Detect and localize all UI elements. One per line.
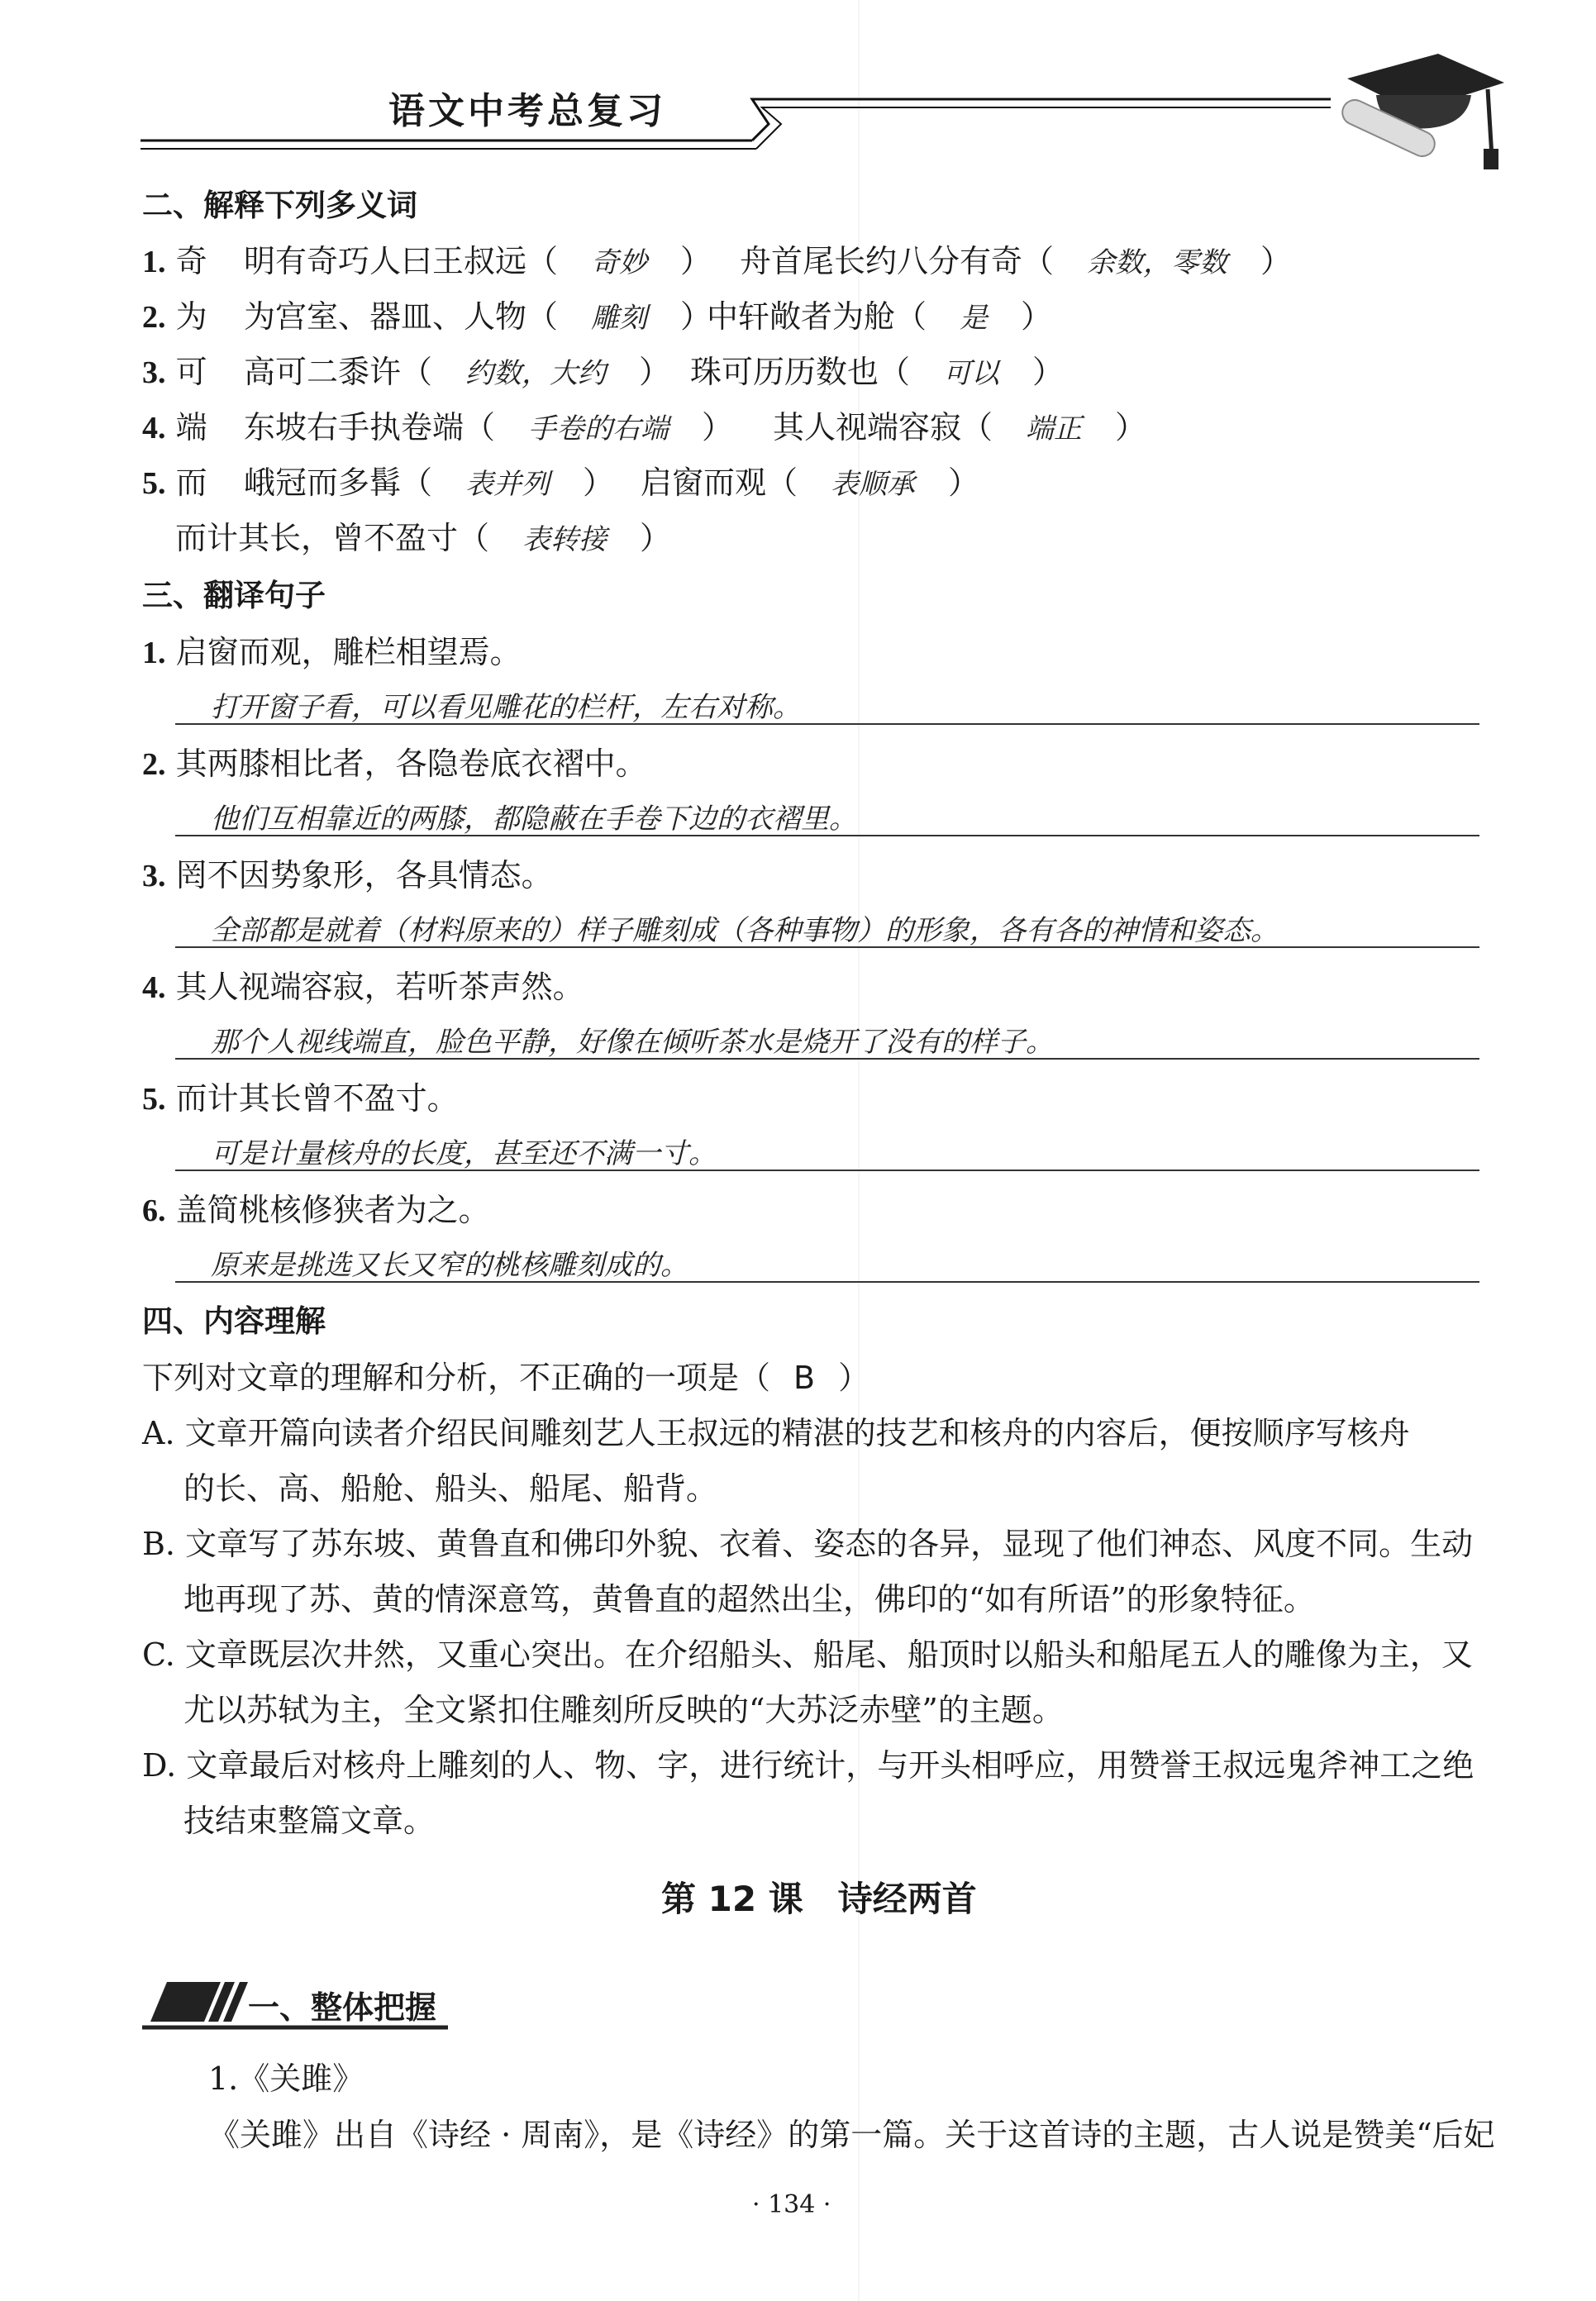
answer-underline [175, 1170, 1479, 1171]
answer-text: 手卷的右端 [528, 412, 669, 445]
close-paren: ） [680, 243, 712, 279]
question-text: 罔不因势象形，各具情态。 [175, 857, 553, 893]
question-text: 其两膝相比者，各隐卷底衣褶中。 [175, 746, 647, 782]
close-paren: ） [583, 464, 615, 501]
close-paren: ） [680, 298, 712, 335]
vocab-row-4 [142, 402, 207, 447]
example-text: 为宫室、器皿、人物（ [244, 298, 559, 335]
translation-answer-6: 原来是挑选又长又窄的桃核雕刻成的。 [211, 1249, 688, 1282]
vocab-word: 可 [175, 354, 207, 390]
selected-answer: B [793, 1360, 816, 1396]
question-text: 而计其长曾不盈寸。 [175, 1080, 459, 1117]
answer-text: 雕刻 [591, 302, 648, 335]
close-paren: ） [702, 409, 734, 445]
item-number: 2. [142, 747, 166, 782]
example-5b [641, 457, 979, 503]
example-text: 东坡右手执卷端（ [244, 409, 496, 445]
answer-text: 奇妙 [591, 246, 648, 279]
option-a-line2: 的长、高、船舱、船头、船尾、船背。 [183, 1470, 718, 1507]
example-text: 明有奇巧人曰王叔远（ [244, 243, 559, 279]
question-text: 启窗而观，雕栏相望焉。 [175, 634, 522, 670]
close-paren: ） [640, 520, 672, 556]
translation-answer-5: 可是计量核舟的长度，甚至还不满一寸。 [211, 1137, 717, 1170]
example-text: 珠可历历数也（ [690, 354, 911, 390]
answer-text: 是 [960, 302, 989, 335]
section2-title: 二、解释下列多义词 [142, 188, 417, 223]
item-number: 4. [142, 411, 166, 445]
translation-answer-2: 他们互相靠近的两膝，都隐蔽在手卷下边的衣褶里。 [211, 803, 857, 836]
header-title: 语文中考总复习 [388, 90, 666, 132]
page-fold [858, 0, 860, 2301]
close-paren: ） [1032, 354, 1065, 390]
answer-underline [175, 835, 1479, 836]
close-paren: ） [1021, 298, 1053, 335]
lesson-title: 第 12 课 诗经两首 [661, 1879, 977, 1919]
section-banner-title: 一、整体把握 [248, 1989, 437, 2026]
example-2b [707, 291, 1052, 336]
question-text: 下列对文章的理解和分析，不正确的一项是（ [142, 1360, 771, 1396]
option-b-line1: B. 文章写了苏东坡、黄鲁直和佛印外貌、衣着、姿态的各异，显现了他们神态、风度不同。生动 [142, 1526, 1474, 1562]
graduation-cap-icon [1314, 33, 1513, 174]
item-number: 5. [142, 466, 166, 501]
question-text: 其人视端容寂，若听茶声然。 [175, 969, 584, 1005]
translation-answer-1: 打开窗子看，可以看见雕花的栏杆，左右对称。 [211, 691, 801, 724]
subsection-title: 1.《关雎》 [208, 2060, 364, 2097]
example-5a [244, 457, 614, 503]
vocab-word: 端 [175, 409, 207, 445]
answer-underline [175, 1058, 1479, 1060]
vocab-word: 奇 [175, 243, 207, 279]
example-3a [244, 346, 670, 392]
item-number: 3. [142, 859, 166, 893]
answer-text: 表顺承 [831, 468, 916, 501]
example-4b [773, 402, 1146, 447]
answer-underline [175, 1281, 1479, 1283]
answer-underline [175, 946, 1479, 948]
translation-answer-4: 那个人视线端直，脸色平静，好像在倾听茶水是烧开了没有的样子。 [211, 1026, 1054, 1059]
close-paren: ） [1260, 243, 1293, 279]
answer-text: 表并列 [465, 468, 550, 501]
example-4a [244, 402, 733, 447]
example-text: 峨冠而多髯（ [244, 464, 433, 501]
example-text: 中轩敞者为舱（ [707, 298, 927, 335]
vocab-word: 而 [175, 464, 207, 501]
item-number: 3. [142, 355, 166, 390]
example-1a [244, 236, 712, 281]
item-number: 5. [142, 1082, 166, 1117]
close-paren: ） [838, 1360, 870, 1396]
vocab-row-3 [142, 346, 207, 392]
translation-question-5 [142, 1073, 459, 1118]
option-d-line1: D. 文章最后对核舟上雕刻的人、物、字，进行统计，与开头相呼应，用赞誉王叔远鬼斧神工之绝 [142, 1747, 1475, 1784]
vocab-row-2 [142, 291, 207, 336]
example-text: 而计其长，曾不盈寸（ [175, 520, 490, 556]
answer-underline [175, 723, 1479, 725]
item-number: 2. [142, 300, 166, 335]
answer-text: 端正 [1026, 412, 1083, 445]
close-paren: ） [948, 464, 980, 501]
translation-question-2 [142, 738, 647, 784]
example-1b [740, 236, 1292, 281]
example-text: 高可二黍许（ [244, 354, 433, 390]
translation-question-6 [142, 1184, 490, 1230]
close-paren: ） [1115, 409, 1147, 445]
translation-answer-3: 全部都是就着（材料原来的）样子雕刻成（各种事物）的形象，各有各的神情和姿态。 [211, 914, 1279, 947]
item-number: 4. [142, 970, 166, 1005]
translation-question-4 [142, 961, 584, 1007]
example-text: 其人视端容寂（ [773, 409, 993, 445]
item-number: 6. [142, 1193, 166, 1228]
translation-question-1 [142, 626, 522, 672]
item-number: 1. [142, 245, 166, 279]
comprehension-question [142, 1352, 869, 1398]
page-number: · 134 · [752, 2190, 831, 2219]
option-d-line2: 技结束整篇文章。 [183, 1803, 436, 1839]
option-b-line2: 地再现了苏、黄的情深意笃，黄鲁直的超然出尘，佛印的“如有所语”的形象特征。 [183, 1581, 1315, 1617]
vocab-row-1 [142, 236, 207, 281]
vocab-row-5 [142, 457, 207, 503]
answer-text: 可以 [943, 357, 1000, 390]
paragraph-text: 《关雎》出自《诗经 · 周南》，是《诗经》的第一篇。关于这首诗的主题，古人说是赞美“后妃 [208, 2117, 1495, 2153]
answer-text: 余数，零数 [1087, 246, 1228, 279]
section3-title: 三、翻译句子 [142, 578, 326, 613]
close-paren: ） [639, 354, 671, 390]
option-c-line1: C. 文章既层次井然，又重心突出。在介绍船头、船尾、船顶时以船头和船尾五人的雕像为主，又 [142, 1636, 1473, 1673]
example-3b [690, 346, 1064, 392]
example-text: 启窗而观（ [641, 464, 798, 501]
example-2a [244, 291, 712, 336]
vocab-word: 为 [175, 298, 207, 335]
example-5c [175, 512, 671, 558]
item-number: 1. [142, 636, 166, 670]
question-text: 盖简桃核修狭者为之。 [175, 1192, 490, 1228]
answer-text: 表转接 [522, 523, 607, 556]
example-text: 舟首尾长约八分有奇（ [740, 243, 1055, 279]
header-rule [141, 50, 1380, 165]
answer-text: 约数，大约 [465, 357, 607, 390]
option-a-line1: A. 文章开篇向读者介绍民间雕刻艺人王叔远的精湛的技艺和核舟的内容后，便按顺序写核舟 [142, 1415, 1410, 1451]
option-c-line2: 尤以苏轼为主，全文紧扣住雕刻所反映的“大苏泛赤壁”的主题。 [183, 1692, 1064, 1728]
translation-question-3 [142, 850, 553, 895]
section4-title: 四、内容理解 [142, 1303, 326, 1339]
